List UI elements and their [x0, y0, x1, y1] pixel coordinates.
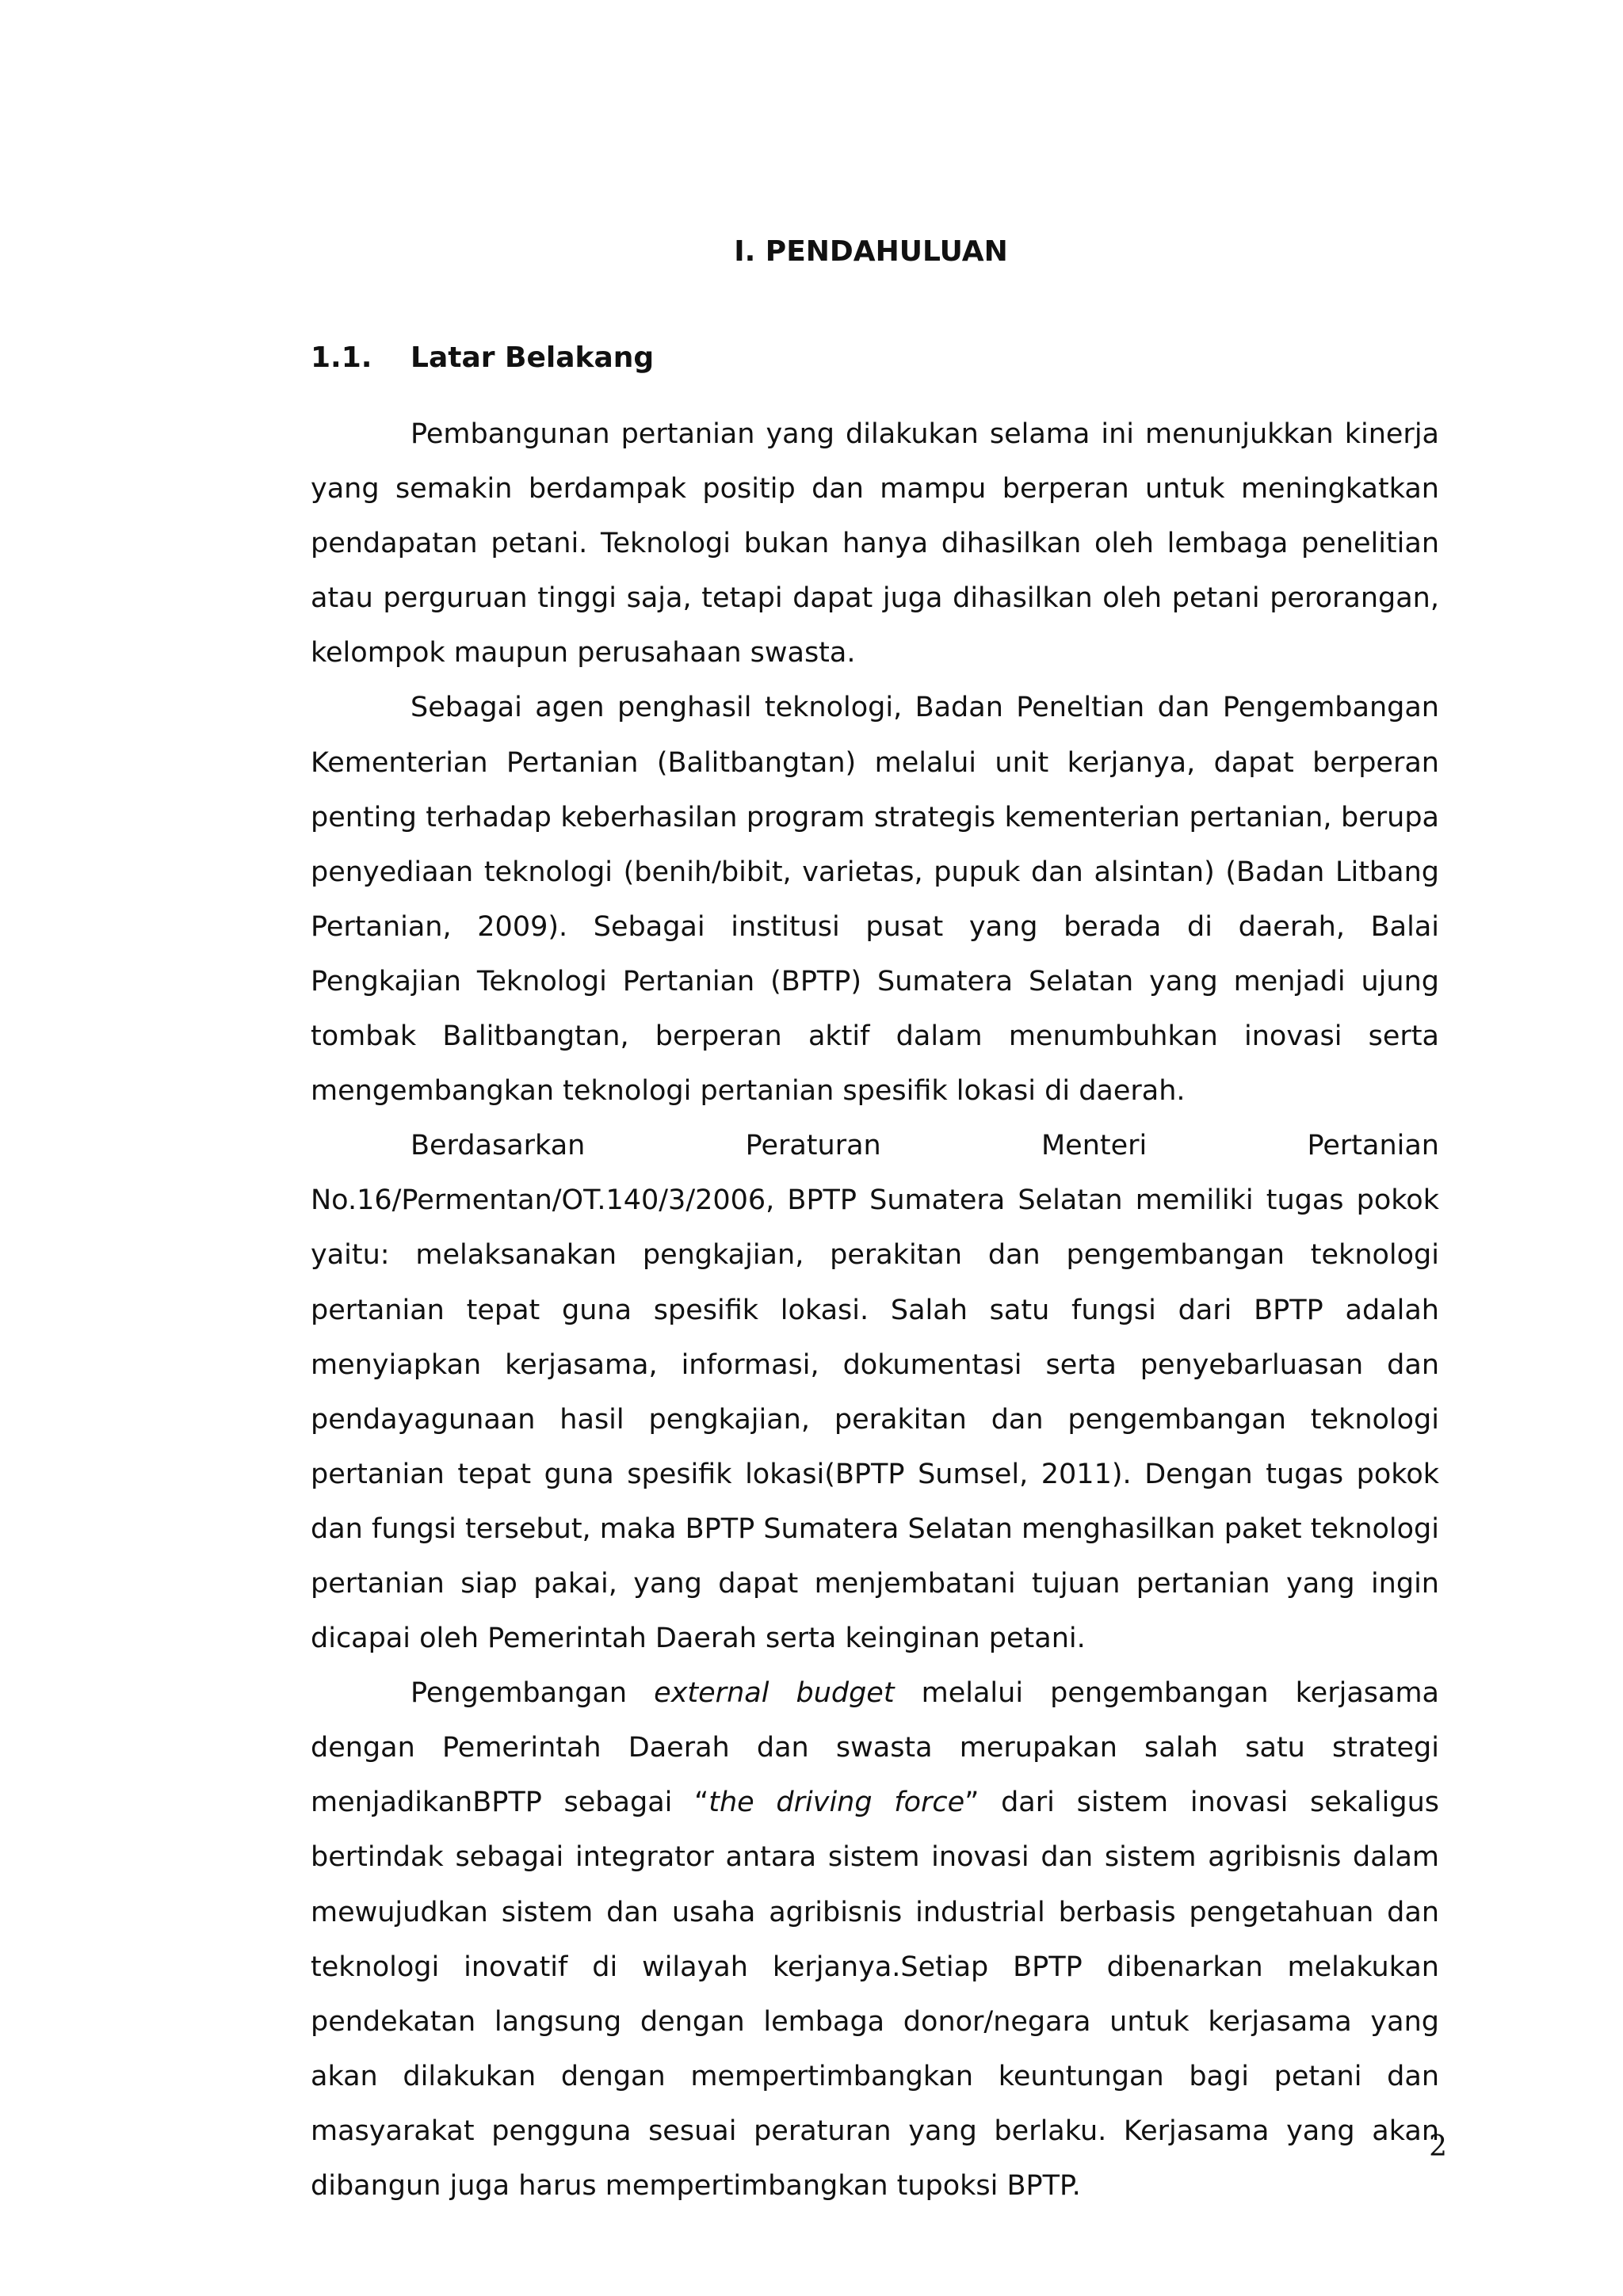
section-title: Latar Belakang [411, 341, 655, 374]
section-number: 1.1. [311, 341, 372, 374]
page-number: 2 [1429, 2130, 1447, 2163]
paragraph-text: ” dari sistem inovasi sekaligus bertindak sebagai integrator antara sistem inovasi dan sistem agribisnis dalam mewujudkan sistem dan usaha agribisnis industrial berbasis pengetahuan dan teknologi inovatif di wilayah kerjanya.Setiap BPTP dibenarkan melakukan pendekatan langsung dengan lembaga donor/negara untuk kerjasama yang akan dilakukan dengan mempertimbangkan keuntungan bagi petani dan masyarakat pengguna sesuai peraturan yang berlaku. Kerjasama yang akan dibangun juga harus mempertimbangkan tupoksi BPTP. [311, 1787, 1439, 2202]
italic-term-driving-force: the driving force [708, 1787, 965, 1819]
paragraph-text: Pengembangan [411, 1677, 655, 1710]
paragraph-text: Berdasarkan Peraturan Menteri Pertanian No.16/Permentan/OT.140/3/2006, BPTP Sumatera Selatan memiliki tugas pokok yaitu: melaksanakan pengkajian, perakitan dan pengembangan teknologi pertanian tepat guna spesifik lokasi. Salah satu fungsi dari BPTP adalah menyiapkan kerjasama, informasi, dokumentasi serta penyebarluasan dan pendayagunaan hasil pengkajian, perakitan dan pengembangan teknologi pertanian tepat guna spesifik lokasi(BPTP Sumsel, 2011). Dengan tugas pokok dan fungsi tersebut, maka BPTP Sumatera Selatan menghasilkan paket teknologi pertanian siap pakai, yang dapat menjembatani tujuan pertanian yang ingin dicapai oleh Pemerintah Daerah serta keinginan petani. [311, 1130, 1439, 1655]
paragraph-text: Pembangunan pertanian yang dilakukan selama ini menunjukkan kinerja yang semakin berdampak positip dan mampu berperan untuk meningkatkan pendapatan petani. Teknologi bukan hanya dihasilkan oleh lembaga penelitian atau perguruan tinggi saja, tetapi dapat juga dihasilkan oleh petani perorangan, kelompok maupun perusahaan swasta. [311, 418, 1439, 669]
chapter-title: I. PENDAHULUAN [734, 235, 1008, 268]
paragraph-text: melalui pengembangan kerjasama dengan Pemerintah Daerah dan swasta merupakan salah satu strategi menjadikanBPTP sebagai “ [311, 1677, 1439, 1819]
body-text [311, 407, 1439, 2214]
paragraph-4 [311, 1666, 1439, 2214]
italic-term-external-budget: external budget [654, 1677, 895, 1710]
paragraph-text: Sebagai agen penghasil teknologi, Badan Peneltian dan Pengembangan Kementerian Pertanian (Balitbangtan) melalui unit kerjanya, dapat berperan penting terhadap keberhasilan program strategis kementerian pertanian, berupa penyediaan teknologi (benih/bibit, varietas, pupuk dan alsintan) (Badan Litbang Pertanian, 2009). Sebagai institusi pusat yang berada di daerah, Balai Pengkajian Teknologi Pertanian (BPTP) Sumatera Selatan yang menjadi ujung tombak Balitbangtan, berperan aktif dalam menumbuhkan inovasi serta mengembangkan teknologi pertanian spesifik lokasi di daerah. [311, 692, 1439, 1108]
paragraph-2 [311, 681, 1439, 1119]
section-heading [311, 341, 654, 376]
paragraph-1 [311, 407, 1439, 681]
paragraph-3 [311, 1119, 1439, 1666]
